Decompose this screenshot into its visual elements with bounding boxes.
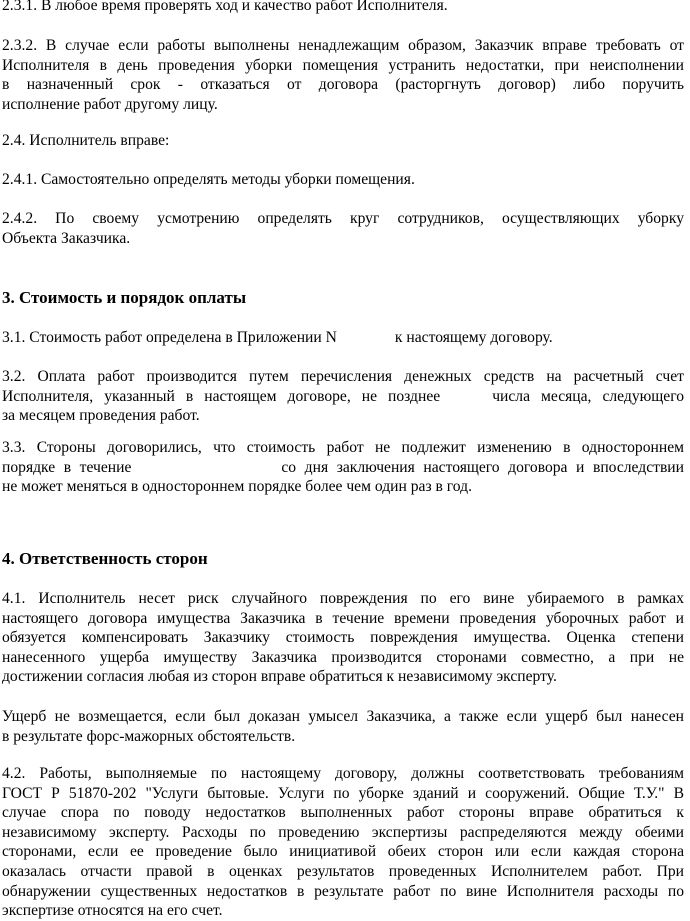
text-line: 2.4.2. По своему усмотрению определять круг сотрудников, осуществляющих уборку <box>2 210 684 227</box>
clause-3-3 <box>2 438 684 497</box>
text-line: обязуется компенсировать Заказчику стоимость повреждения имущества. Оценка степени <box>2 629 684 647</box>
text-line: оказалась отчасти правой в оценках результатов проведенных Исполнителем работ. При <box>2 862 684 880</box>
text-line: Исполнителя в день проведения уборки помещения устранить недостатки, при неисполнении <box>2 56 684 74</box>
text-line: 2.4.1. Самостоятельно определять методы уборки помещения. <box>2 171 415 188</box>
text-line: независимому эксперту. Расходы по проведению экспертизы распределяются между обеими <box>2 823 684 841</box>
text-segment: к настоящему договору. <box>394 329 553 346</box>
text-line: 4.1. Исполнитель несет риск случайного повреждения по его вине убираемого в рамках <box>2 590 684 607</box>
text-segment: порядке в течение <box>2 458 132 476</box>
clause-2-3-2 <box>2 36 684 114</box>
text-line <box>2 328 684 348</box>
clause-3-2 <box>2 367 684 426</box>
text-line: ГОСТ Р 51870-202 "Услуги бытовые. Услуги по уборке зданий и сооружений. Общие Т.У." В <box>2 784 684 802</box>
text-line: 2.3.2. В случае если работы выполнены ненадлежащим образом, Заказчик вправе требовать от <box>2 37 684 54</box>
text-line: исполнение работ другому лицу. <box>2 95 218 113</box>
text-segment: со дня заключения настоящего договора и впоследствии <box>281 458 684 476</box>
text-line <box>2 387 684 407</box>
text-line: в назначенный срок - отказаться от договора (расторгнуть договор) либо поручить <box>2 76 684 94</box>
text-segment: 3.1. Стоимость работ определена в Приложении N <box>2 329 337 346</box>
text-segment: числа месяца, следующего <box>492 387 685 405</box>
text-line: сторонами, если ее проведение было инициативой обеих сторон или если каждая сторона <box>2 843 684 861</box>
text-line: не может меняться в одностороннем порядке более чем один раз в год. <box>2 478 472 496</box>
text-line: 2.3.1. В любое время проверять ход и качество работ Исполнителя. <box>2 0 448 14</box>
clause-2-4-2 <box>2 209 684 248</box>
text-line: 3.3. Стороны договорились, что стоимость работ не подлежит изменению в одностороннем <box>2 439 684 456</box>
text-line: 2.4. Исполнитель вправе: <box>2 132 170 149</box>
clause-2-4-1 <box>2 170 684 190</box>
clause-2-3-1 <box>2 0 684 16</box>
text-line: достижении согласия любая из сторон вправе обратиться к независимому эксперту. <box>2 668 557 686</box>
text-line: 4.2. Работы, выполняемые по настоящему договору, должны соответствовать требованиям <box>2 765 684 782</box>
clause-3-1 <box>2 328 684 348</box>
section-4-title: 4. Ответственность сторон <box>2 549 208 568</box>
text-line: Объекта Заказчика. <box>2 229 131 247</box>
clause-4-2 <box>2 764 684 921</box>
text-line: в результате форс-мажорных обстоятельств. <box>2 727 296 745</box>
text-line: экспертизе относятся на его счет. <box>2 902 223 920</box>
text-line: случае спора по поводу недостатков выполненных работ стороны вправе обратиться к <box>2 804 684 822</box>
clause-4-1 <box>2 589 684 687</box>
text-line: за месяцем проведения работ. <box>2 407 200 425</box>
text-line: 3.2. Оплата работ производится путем перечисления денежных средств на расчетный счет <box>2 368 684 385</box>
text-line: обнаружении существенных недостатков в результате работ по вине Исполнителя расходы по <box>2 882 684 900</box>
text-line: Ущерб не возмещается, если был доказан умысел Заказчика, а также если ущерб был нанесен <box>2 708 684 725</box>
text-line <box>2 458 684 478</box>
text-line: настоящего договора имущества Заказчика в течение времени проведения уборочных работ и <box>2 609 684 627</box>
clause-2-4 <box>2 131 684 151</box>
text-line: нанесенного ущерба имуществу Заказчика производится сторонами совместно, а при не <box>2 648 684 666</box>
text-segment: Исполнителя, указанный в настоящем договоре, не позднее <box>2 387 441 405</box>
clause-4-1-damage <box>2 707 684 746</box>
section-3-title: 3. Стоимость и порядок оплаты <box>2 288 247 307</box>
